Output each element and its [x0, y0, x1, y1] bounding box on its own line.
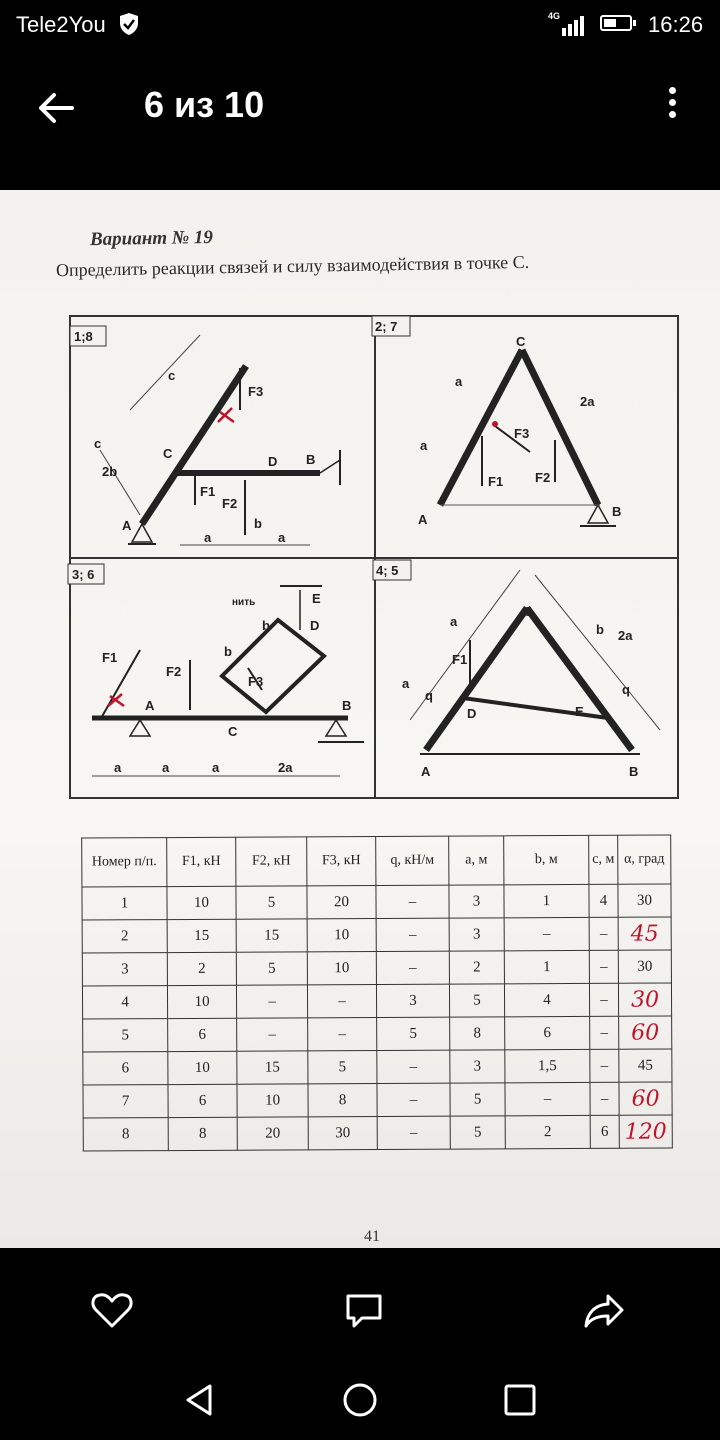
table-cell: 30 [618, 950, 671, 983]
shield-check-icon [118, 12, 140, 36]
table-cell: 8 [168, 1117, 237, 1150]
table-cell: 2 [449, 951, 504, 984]
table-cell: 60 [619, 1082, 672, 1115]
table-row [83, 1049, 672, 1085]
table-cell: 6 [83, 1052, 168, 1085]
label: 2b [102, 464, 118, 479]
label: D [467, 706, 477, 721]
table-cell: – [376, 951, 449, 984]
diagram-panel-2-7 [372, 316, 621, 527]
app-bar [0, 50, 720, 190]
label: b [596, 622, 604, 637]
table-cell: 10 [307, 952, 376, 985]
table-cell: 5 [450, 1116, 505, 1149]
column-header: F2, кН [236, 837, 307, 886]
share-icon[interactable] [580, 1286, 628, 1334]
table-cell: 120 [619, 1115, 672, 1148]
table-cell: 6 [168, 1084, 237, 1117]
label: a [420, 438, 428, 453]
table-cell: – [376, 885, 449, 918]
table-cell: 10 [167, 886, 236, 919]
column-header: F1, кН [167, 837, 236, 886]
label: 2a [618, 628, 633, 643]
table-cell: – [589, 950, 618, 983]
table-cell: 10 [237, 1084, 308, 1117]
home-circle-icon[interactable] [340, 1380, 380, 1420]
label: F1 [452, 652, 468, 667]
table-cell: 4 [504, 983, 589, 1016]
label: F1 [200, 484, 216, 499]
label: b [224, 644, 232, 659]
column-header: F3, кН [307, 837, 376, 886]
photo-actions-bar [0, 1248, 720, 1358]
label: A [122, 518, 132, 533]
label: D [268, 454, 278, 469]
table-cell: 3 [82, 953, 167, 986]
table-cell: – [505, 1082, 590, 1115]
variant-heading: Вариант № 19 [89, 226, 214, 251]
column-header: Номер п/п. [82, 838, 167, 887]
back-triangle-icon[interactable] [180, 1380, 220, 1420]
table-cell: – [377, 1050, 450, 1083]
recents-square-icon[interactable] [500, 1380, 540, 1420]
label: A [145, 698, 155, 713]
column-header: b, м [504, 835, 589, 884]
table-cell: – [237, 1018, 308, 1051]
label: q [425, 688, 433, 703]
table-cell: 30 [618, 983, 671, 1016]
document-photo[interactable] [0, 190, 720, 1248]
battery-icon [600, 15, 632, 31]
page-number: 41 [364, 1228, 380, 1245]
network-type: 4G [548, 11, 561, 21]
table-cell: – [308, 1018, 377, 1051]
table-cell: 15 [237, 1051, 308, 1084]
label: a [278, 530, 286, 545]
table-cell: 2 [505, 1115, 590, 1148]
table-cell: 8 [450, 1017, 505, 1050]
label: a [455, 374, 463, 389]
carrier-name: Tele2You [16, 12, 106, 37]
table-cell: 4 [82, 986, 167, 1019]
table-cell: – [377, 1116, 450, 1149]
table-cell: 10 [168, 1051, 237, 1084]
table-cell: 10 [167, 985, 236, 1018]
label: a [212, 760, 220, 775]
table-row [83, 1115, 672, 1151]
column-header: q, кН/м [376, 836, 449, 885]
table-cell: – [590, 1016, 619, 1049]
label: a [114, 760, 122, 775]
system-navigation-bar [0, 1358, 720, 1440]
table-cell: 45 [618, 917, 671, 950]
table-row [82, 950, 671, 986]
table-cell: – [589, 917, 618, 950]
table-cell: 3 [376, 984, 449, 1017]
label: F3 [514, 426, 530, 441]
status-bar [0, 0, 720, 50]
table-cell: 60 [619, 1016, 672, 1049]
comment-icon[interactable] [340, 1286, 388, 1334]
table-cell: 6 [505, 1016, 590, 1049]
label: c [168, 368, 176, 383]
label: 2a [580, 394, 595, 409]
label: F2 [535, 470, 551, 485]
label: F1 [488, 474, 504, 489]
label: c [94, 436, 102, 451]
gallery-position-title: 6 из 10 [144, 84, 265, 125]
clock: 16:26 [648, 12, 704, 37]
label: b [254, 516, 262, 531]
table-cell: 6 [590, 1115, 619, 1148]
table-cell: – [377, 1083, 450, 1116]
table-cell: – [504, 917, 589, 950]
label: C [228, 724, 238, 739]
table-row [82, 884, 671, 920]
table-cell: 2 [167, 952, 236, 985]
table-cell: 15 [167, 919, 236, 952]
label: C [523, 604, 533, 619]
diagram-panel-1-8 [70, 326, 340, 545]
panel-label: 4; 5 [376, 563, 399, 578]
table-cell: 4 [589, 884, 618, 917]
label: B [306, 452, 316, 467]
table-cell: – [236, 985, 307, 1018]
table-cell: 5 [83, 1019, 168, 1052]
table-row [83, 1082, 672, 1118]
table-header-row [82, 835, 671, 887]
label: A [421, 764, 431, 779]
label: E [575, 704, 584, 719]
label: D [310, 618, 320, 633]
table-cell: 6 [168, 1018, 237, 1051]
table-cell: – [590, 1082, 619, 1115]
table-cell: 7 [83, 1085, 168, 1118]
panel-label: 2; 7 [375, 319, 398, 334]
table-cell: 45 [619, 1049, 672, 1082]
variants-table [81, 834, 673, 1151]
label: A [418, 512, 428, 527]
table-cell: 1 [504, 884, 589, 917]
panel-label: 1;8 [74, 329, 93, 344]
diagram-panel-4-5 [373, 560, 660, 779]
label: a [402, 676, 410, 691]
label: B [612, 504, 622, 519]
table-cell: 5 [308, 1051, 377, 1084]
label: C [516, 334, 526, 349]
table-cell: 10 [307, 919, 376, 952]
label: нить [232, 597, 256, 608]
label: a [162, 760, 170, 775]
label: B [629, 764, 639, 779]
signal-icon [548, 12, 592, 38]
label: F3 [248, 674, 264, 689]
table-cell: 30 [618, 884, 671, 917]
table-cell: 1,5 [505, 1049, 590, 1082]
heart-icon[interactable] [88, 1286, 136, 1334]
column-header: a, м [449, 836, 504, 885]
more-options-icon[interactable] [664, 84, 680, 132]
table-row [82, 983, 671, 1019]
label: a [204, 530, 212, 545]
diagram-grid [0, 190, 720, 830]
label: a [450, 614, 458, 629]
panel-label: 3; 6 [72, 567, 95, 582]
table-cell: 5 [450, 1083, 505, 1116]
table-cell: – [590, 1049, 619, 1082]
table-cell: 5 [449, 984, 504, 1017]
label: b [262, 618, 270, 633]
table-cell: 20 [307, 886, 376, 919]
table-cell: 1 [82, 887, 167, 920]
table-cell: 3 [449, 918, 504, 951]
label: 2a [278, 760, 293, 775]
table-cell: 5 [236, 886, 307, 919]
label: q [622, 682, 630, 697]
table-row [83, 1016, 672, 1052]
table-cell: 3 [449, 885, 504, 918]
table-cell: 15 [236, 919, 307, 952]
table-cell: 30 [308, 1117, 377, 1150]
table-cell: 5 [236, 952, 307, 985]
back-arrow-icon[interactable] [36, 88, 76, 128]
table-row [82, 917, 671, 953]
label: B [342, 698, 352, 713]
label: C [163, 446, 173, 461]
label: E [312, 591, 321, 606]
table-cell: 20 [237, 1117, 308, 1150]
table-cell: 5 [377, 1017, 450, 1050]
label: F1 [102, 650, 118, 665]
table-cell: – [376, 918, 449, 951]
table-cell: – [589, 983, 618, 1016]
label: F2 [222, 496, 238, 511]
column-header: c, м [589, 835, 618, 884]
table-cell: 3 [450, 1050, 505, 1083]
table-cell: 8 [308, 1084, 377, 1117]
task-statement: Определить реакции связей и силу взаимодействия в точке C. [55, 251, 530, 281]
table-cell: – [307, 985, 376, 1018]
diagram-panel-3-6 [68, 564, 364, 776]
table-cell: 2 [82, 920, 167, 953]
table-cell: 8 [83, 1118, 168, 1151]
table-cell: 1 [504, 950, 589, 983]
column-header: α, град [618, 835, 671, 884]
label: F2 [166, 664, 182, 679]
label: F3 [248, 384, 264, 399]
